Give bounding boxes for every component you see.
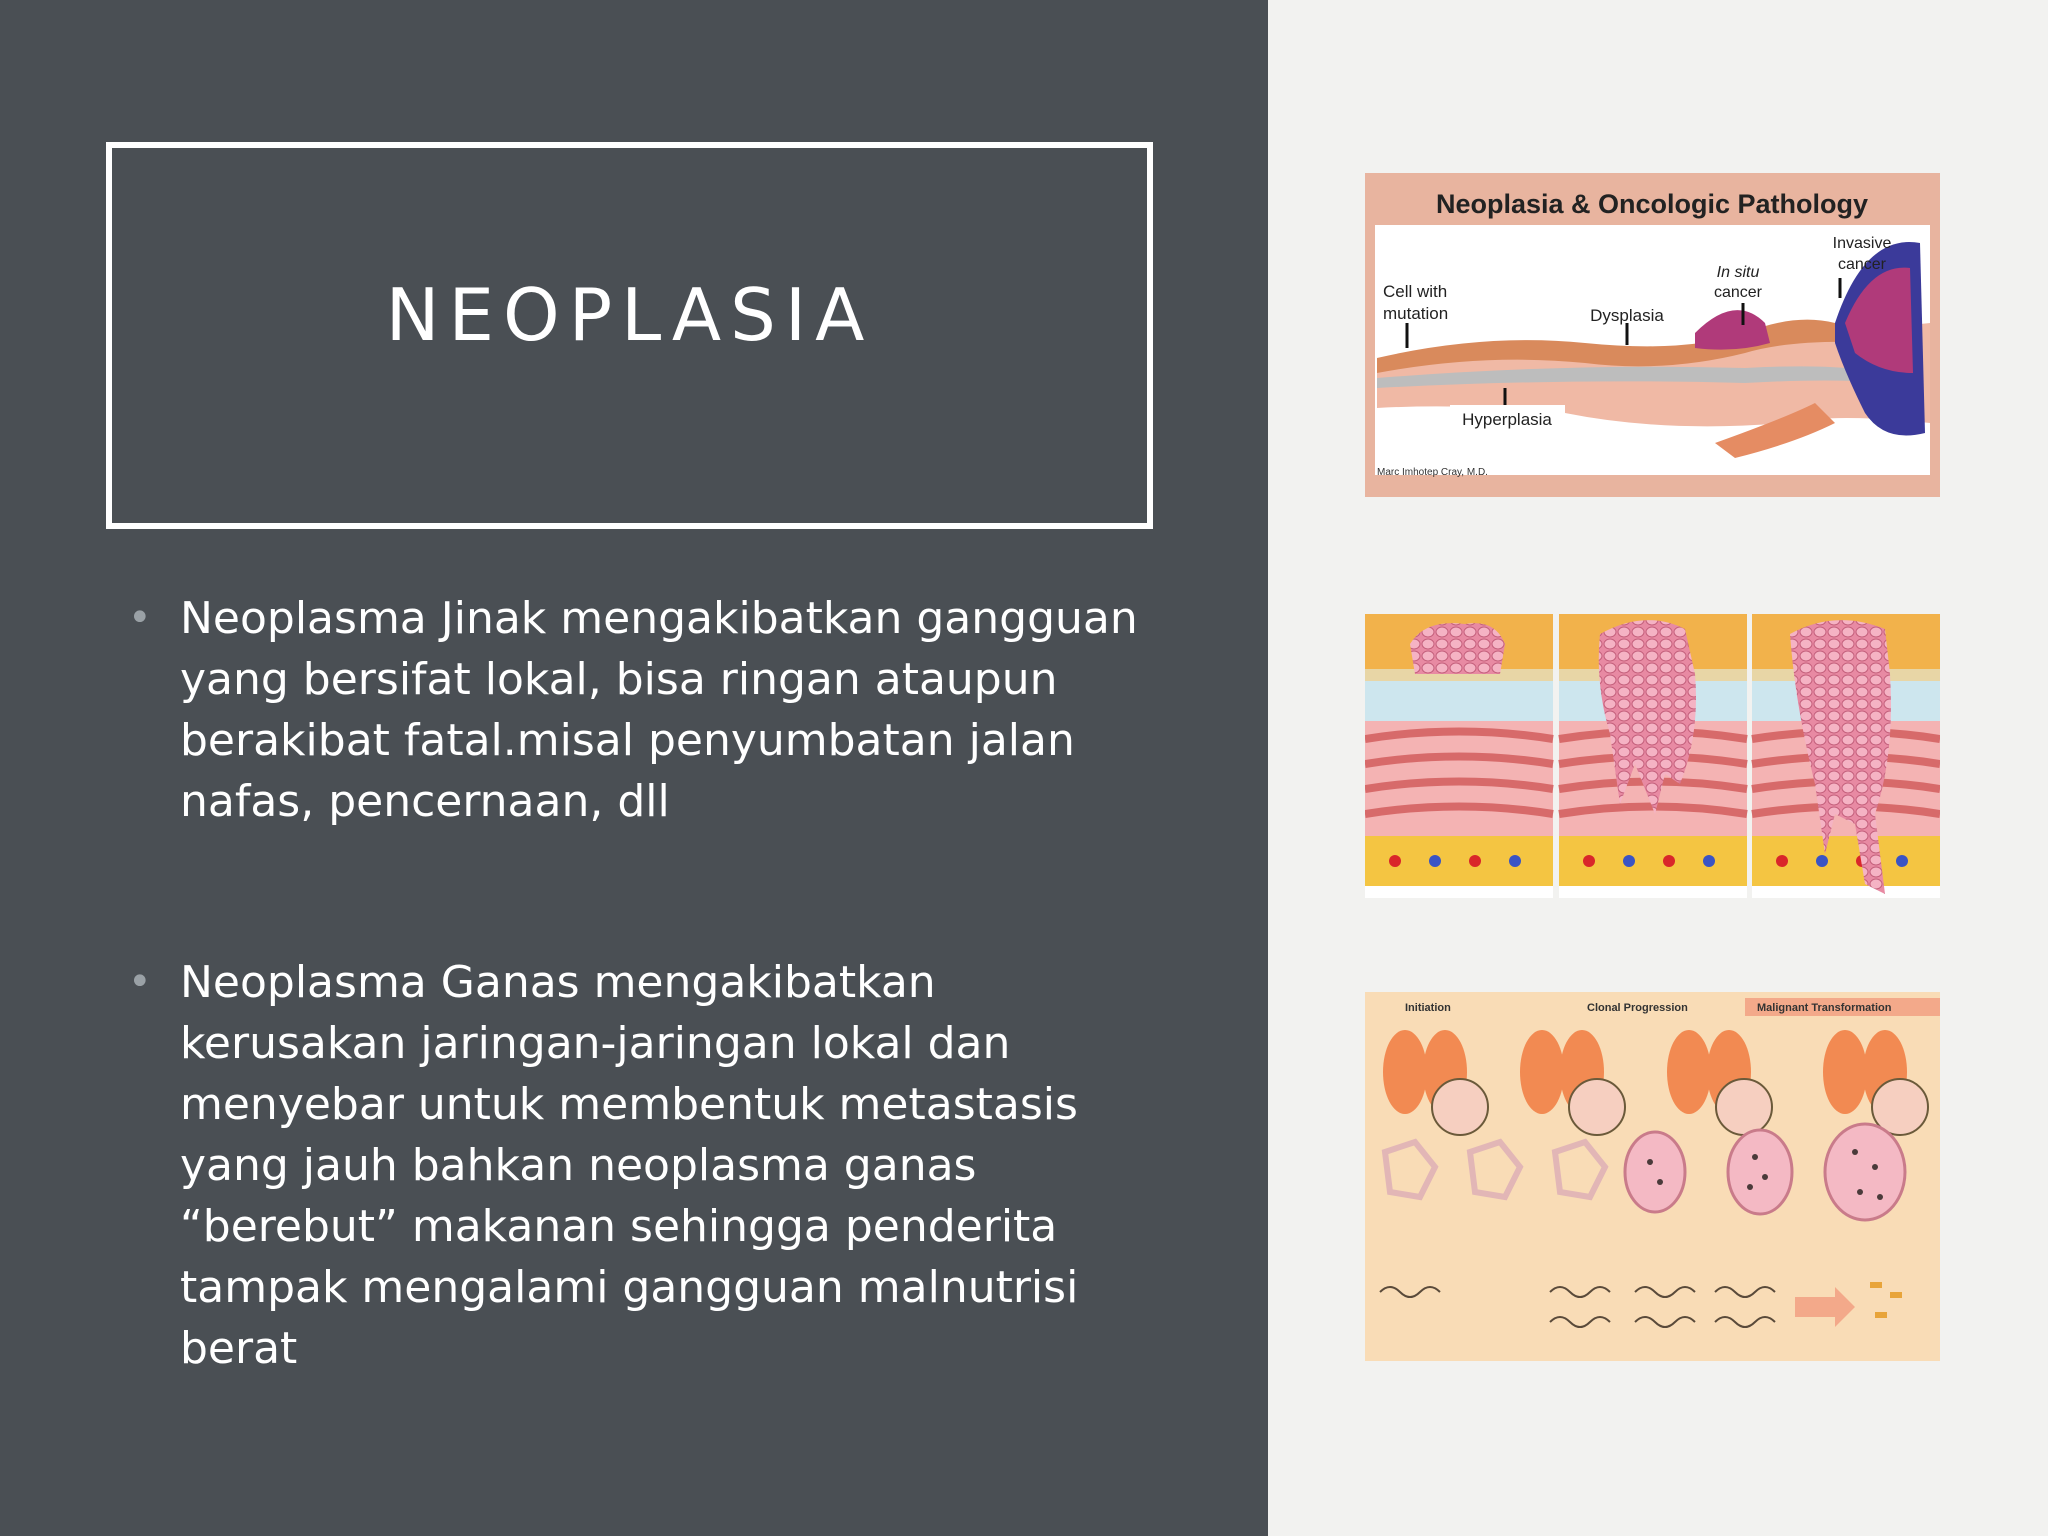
- figure1-credit: Marc Imhotep Cray, M.D.: [1377, 467, 1488, 478]
- label-cell-mutation-1: Cell with: [1383, 282, 1448, 301]
- bullet-item-malignant: [128, 952, 1138, 1379]
- bullet-list: [128, 588, 1138, 1379]
- lung-carcinogenesis-image: [1365, 992, 1940, 1361]
- label-invasive-1: Invasive: [1832, 235, 1892, 252]
- label-invasive-2: cancer: [1837, 256, 1887, 273]
- bullet-text-malignant: Neoplasma Ganas mengakibatkan kerusakan jaringan-jaringan lokal dan menyebar untuk membentuk metastasis yang jauh bahkan neoplasma ganas “berebut” makanan sehingga penderita tampak mengalami gangguan malnutrisi berat: [180, 957, 1079, 1374]
- figure3-header-transformation: Malignant Transformation: [1757, 1002, 1892, 1014]
- title-box: [106, 142, 1153, 529]
- bullet-dot: •: [128, 959, 152, 1005]
- figure3-header-progression: Clonal Progression: [1587, 1002, 1688, 1014]
- label-dysplasia: Dysplasia: [1590, 306, 1664, 325]
- slide-title: NEOPLASIA: [385, 273, 874, 357]
- neoplasia-progression-image: [1365, 173, 1940, 497]
- figure1-title: Neoplasia & Oncologic Pathology: [1435, 189, 1869, 219]
- figure3-header-initiation: Initiation: [1405, 1002, 1451, 1014]
- label-cell-mutation-2: mutation: [1383, 304, 1449, 323]
- label-insitu-2: cancer: [1713, 284, 1763, 301]
- label-insitu-1: In situ: [1716, 264, 1760, 281]
- bullet-item-benign: [128, 588, 1138, 832]
- bullet-text-benign: Neoplasma Jinak mengakibatkan gangguan yang bersifat lokal, bisa ringan ataupun berakibat fatal.misal penyumbatan jalan nafas, pencernaan, dll: [180, 593, 1138, 827]
- tissue-invasion-image: [1365, 614, 1940, 898]
- label-hyperplasia: Hyperplasia: [1462, 410, 1552, 429]
- bullet-dot: •: [128, 595, 152, 641]
